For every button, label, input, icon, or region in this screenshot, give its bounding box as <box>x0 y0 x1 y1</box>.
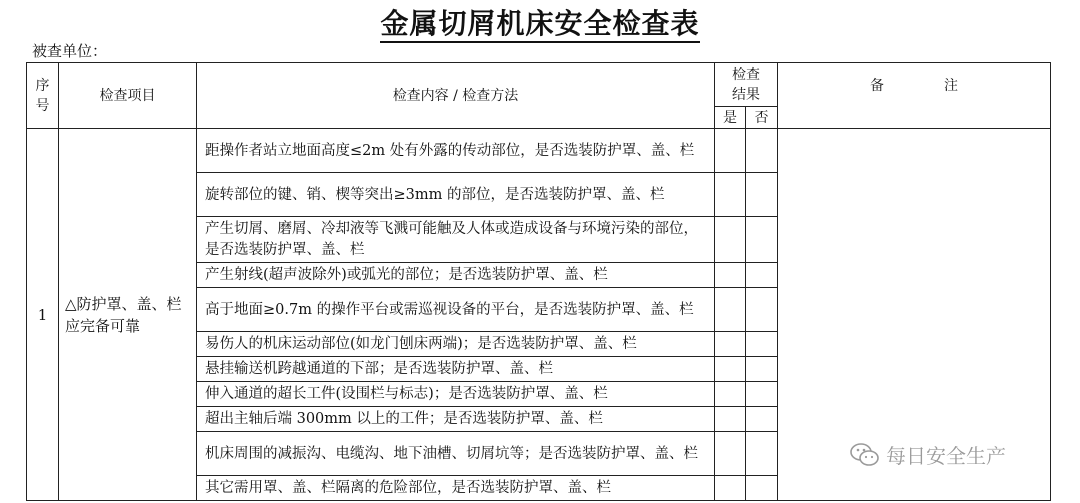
inspected-unit-label: 被查单位： <box>32 42 108 60</box>
checklist-table <box>26 62 1051 501</box>
result-yes-cell[interactable] <box>715 263 746 288</box>
result-no-cell[interactable] <box>746 263 778 288</box>
header-yes: 是 <box>715 107 746 129</box>
result-no-cell[interactable] <box>746 432 778 476</box>
watermark: 每日安全生产 <box>850 440 1006 469</box>
result-no-cell[interactable] <box>746 476 778 501</box>
result-yes-cell[interactable] <box>715 332 746 357</box>
header-seq: 序号 <box>27 63 59 129</box>
page-title: 金属切屑机床安全检查表 <box>0 2 1080 42</box>
check-content-cell: 其它需用罩、盖、栏隔离的危险部位，是否选装防护罩、盖、栏 <box>197 476 715 501</box>
check-content-cell: 距操作者站立地面高度≤2m 处有外露的传动部位，是否选装防护罩、盖、栏 <box>197 129 715 173</box>
result-yes-cell[interactable] <box>715 173 746 217</box>
check-content-cell: 机床周围的减振沟、电缆沟、地下油槽、切屑坑等；是否选装防护罩、盖、栏 <box>197 432 715 476</box>
header-no: 否 <box>746 107 778 129</box>
check-content-cell: 易伤人的机床运动部位(如龙门刨床两端)；是否选装防护罩、盖、栏 <box>197 332 715 357</box>
check-content-cell: 伸入通道的超长工件(设围栏与标志)；是否选装防护罩、盖、栏 <box>197 382 715 407</box>
result-no-cell[interactable] <box>746 217 778 263</box>
check-content-cell: 产生切屑、磨屑、冷却液等飞溅可能触及人体或造成设备与环境污染的部位，是否选装防护罩、盖、栏 <box>197 217 715 263</box>
header-result: 检查结果 <box>715 63 778 107</box>
result-yes-cell[interactable] <box>715 432 746 476</box>
check-content-cell: 高于地面≥0.7m 的操作平台或需巡视设备的平台，是否选装防护罩、盖、栏 <box>197 288 715 332</box>
result-no-cell[interactable] <box>746 173 778 217</box>
result-yes-cell[interactable] <box>715 288 746 332</box>
wechat-icon <box>850 442 880 468</box>
result-no-cell[interactable] <box>746 332 778 357</box>
result-yes-cell[interactable] <box>715 476 746 501</box>
result-no-cell[interactable] <box>746 407 778 432</box>
result-no-cell[interactable] <box>746 382 778 407</box>
result-yes-cell[interactable] <box>715 217 746 263</box>
row-item: △防护罩、盖、栏应完备可靠 <box>59 129 197 501</box>
result-no-cell[interactable] <box>746 357 778 382</box>
result-yes-cell[interactable] <box>715 129 746 173</box>
check-content-cell: 悬挂输送机跨越通道的下部；是否选装防护罩、盖、栏 <box>197 357 715 382</box>
header-item: 检查项目 <box>59 63 197 129</box>
check-content-cell: 产生射线(超声波除外)或弧光的部位；是否选装防护罩、盖、栏 <box>197 263 715 288</box>
check-content-cell: 旋转部位的键、销、楔等突出≥3mm 的部位，是否选装防护罩、盖、栏 <box>197 173 715 217</box>
result-no-cell[interactable] <box>746 288 778 332</box>
result-no-cell[interactable] <box>746 129 778 173</box>
result-yes-cell[interactable] <box>715 357 746 382</box>
header-note: 备 注 <box>778 63 1051 129</box>
result-yes-cell[interactable] <box>715 407 746 432</box>
header-content: 检查内容 / 检查方法 <box>197 63 715 129</box>
check-content-cell: 超出主轴后端 300mm 以上的工件；是否选装防护罩、盖、栏 <box>197 407 715 432</box>
result-yes-cell[interactable] <box>715 382 746 407</box>
row-seq: 1 <box>27 129 59 501</box>
